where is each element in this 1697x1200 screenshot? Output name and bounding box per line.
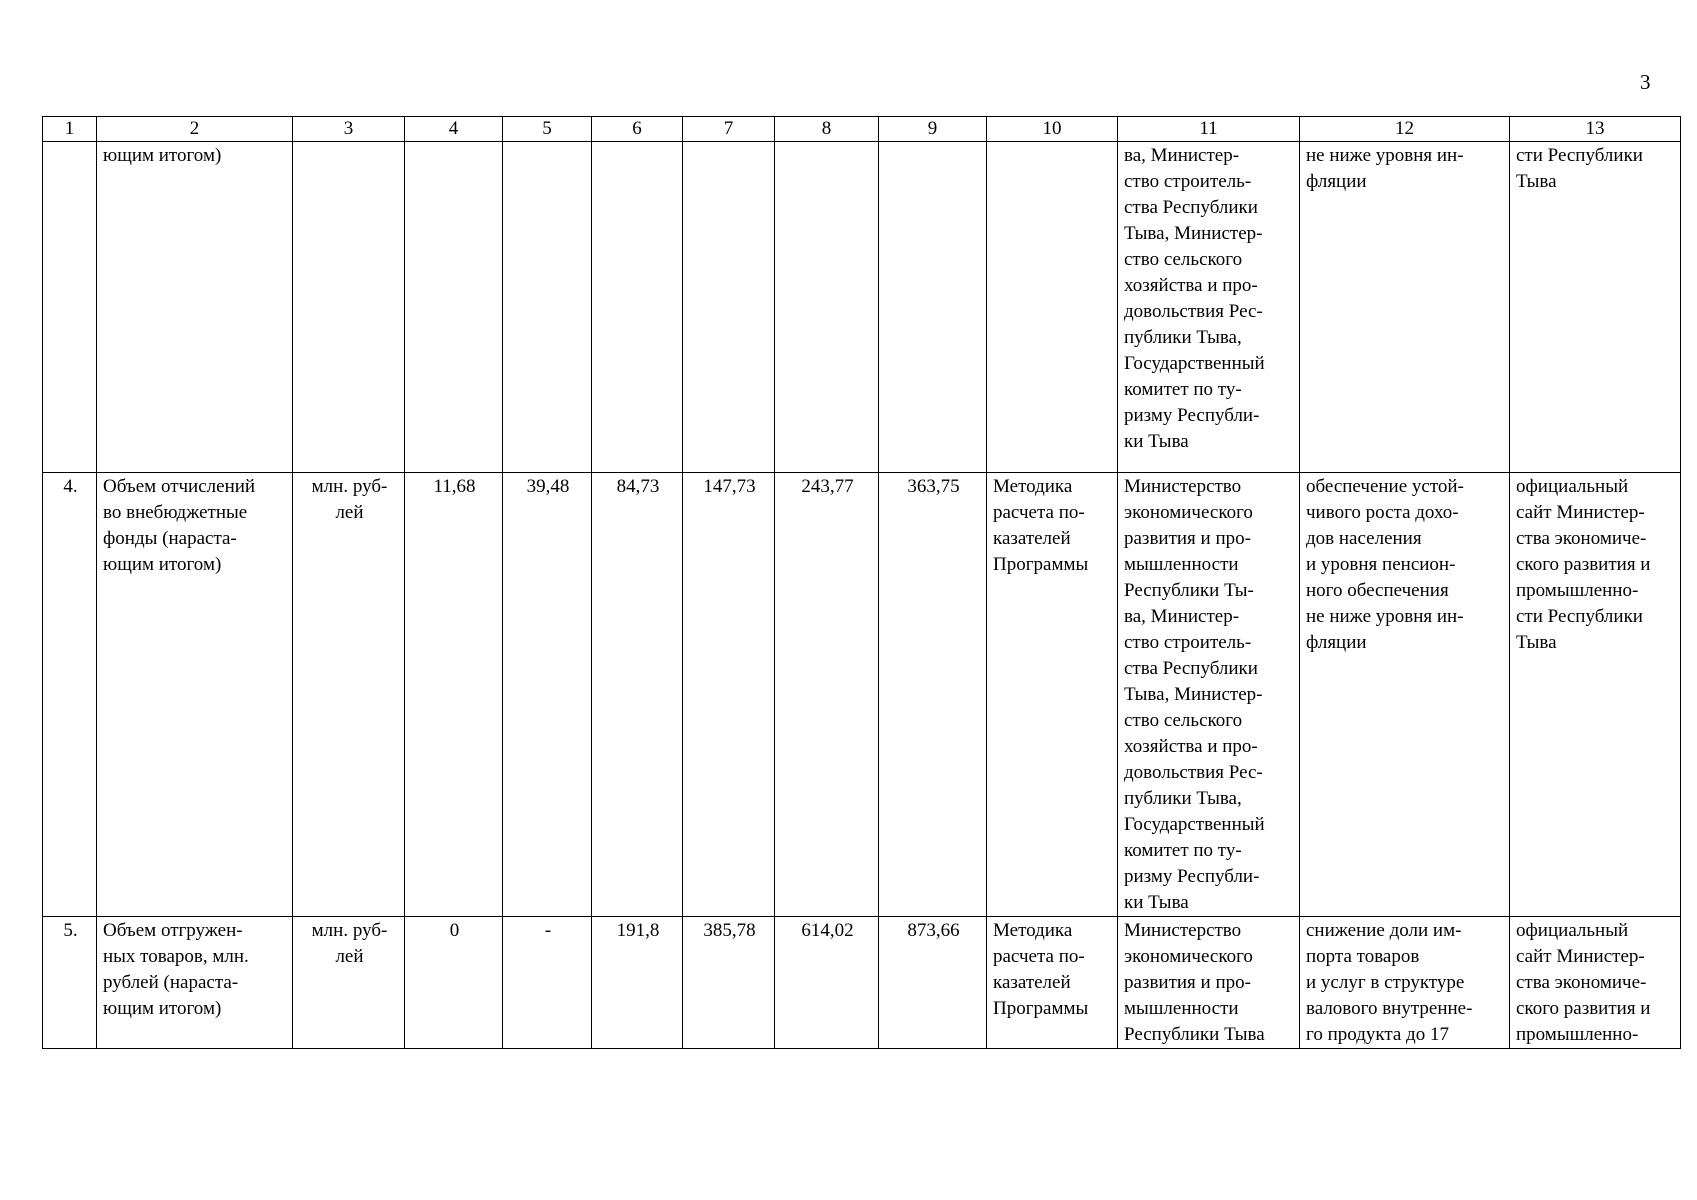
cell-text-line: рублей (нараста- [103,972,239,993]
page-number: 3 [1640,70,1651,94]
cell-text-line: снижение доли им- [1306,920,1462,941]
cell-text-line: ющим итогом) [103,554,222,575]
value-cell: 84,73 [592,473,683,917]
cell-text-line: ства экономиче- [1516,528,1647,549]
cell-text-line: Тыва, Министер- [1124,684,1263,705]
cell-text-line: ского развития и [1516,998,1651,1019]
header-cell: 2 [97,117,293,142]
cell-text-line: и уровня пенсион- [1306,554,1456,575]
cell-text-line: ство строитель- [1124,632,1252,653]
cell-text-line: публики Тыва, [1124,327,1242,348]
cell-text-line: Тыва [1516,632,1557,653]
cell-text-line: мышленности [1124,554,1239,575]
indicator-name-cell [97,917,293,1049]
expected-result-cell [1300,473,1510,917]
cell-text-line: хозяйства и про- [1124,275,1258,296]
header-cell: 11 [1118,117,1300,142]
header-cell: 6 [592,117,683,142]
cell-text-line: не ниже уровня ин- [1306,145,1464,166]
cell-text-line: комитет по ту- [1124,840,1242,861]
cell-text-line: комитет по ту- [1124,379,1242,400]
cell-text-line: казателей [993,972,1071,993]
cell-text-line: расчета по- [993,946,1085,967]
header-cell: 13 [1510,117,1681,142]
cell-text-line: ющим итогом) [103,998,222,1019]
value-cell: 873,66 [879,917,987,1049]
value-cell [775,142,879,473]
indicator-name-cell [97,473,293,917]
cell-text-line: ства Республики [1124,197,1258,218]
cell-text-line: Республики Тыва [1124,1024,1265,1045]
cell-text-line: ва, Министер- [1124,606,1240,627]
cell-text-line: мышленности [1124,998,1239,1019]
cell-text-line: ки Тыва [1124,892,1189,913]
unit-cell [293,917,405,1049]
header-cell: 3 [293,117,405,142]
row-number-cell: 5. [43,917,97,1049]
indicator-name-cell [97,142,293,473]
cell-text-line: расчета по- [993,502,1085,523]
cell-text-line: дов населения [1306,528,1422,549]
responsible-cell [1118,917,1300,1049]
value-cell: 0 [405,917,503,1049]
expected-result-cell [1300,917,1510,1049]
cell-text-line: ства экономиче- [1516,972,1647,993]
cell-text-line: не ниже уровня ин- [1306,606,1464,627]
responsible-cell [1118,473,1300,917]
cell-text-line: Тыва [1516,171,1557,192]
method-cell [987,142,1118,473]
header-cell: 1 [43,117,97,142]
value-cell: 614,02 [775,917,879,1049]
source-cell [1510,473,1681,917]
responsible-cell [1118,142,1300,473]
cell-text-line: Программы [993,554,1089,575]
cell-text-line: ризму Республи- [1124,866,1260,887]
cell-text-line: развития и про- [1124,972,1251,993]
value-cell: - [503,917,592,1049]
cell-text-line: промышленно- [1516,1024,1639,1045]
value-cell [683,142,775,473]
cell-text-line: ризму Республи- [1124,405,1260,426]
value-cell: 191,8 [592,917,683,1049]
cell-text-line: го продукта до 17 [1306,1024,1449,1045]
method-cell [987,917,1118,1049]
cell-text-line: сти Республики [1516,145,1643,166]
cell-text-line: млн. руб- [311,476,388,497]
cell-text-line: лей [335,946,364,967]
cell-text-line: Объем отчислений [103,476,256,497]
header-cell: 7 [683,117,775,142]
cell-text-line: сайт Министер- [1516,502,1645,523]
value-cell [503,142,592,473]
value-cell [405,142,503,473]
cell-text-line: официальный [1516,476,1629,497]
source-cell [1510,917,1681,1049]
value-cell [879,142,987,473]
cell-text-line: Государственный [1124,353,1265,374]
cell-text-line: казателей [993,528,1071,549]
header-cell: 8 [775,117,879,142]
table-row [43,473,1681,917]
cell-text-line: Республики Ты- [1124,580,1254,601]
value-cell: 147,73 [683,473,775,917]
cell-text-line: Министерство [1124,476,1242,497]
cell-text-line: Тыва, Министер- [1124,223,1263,244]
table-row [43,142,1681,473]
cell-text-line: Объем отгружен- [103,920,243,941]
cell-text-line: ва, Министер- [1124,145,1240,166]
cell-text-line: сайт Министер- [1516,946,1645,967]
header-cell: 9 [879,117,987,142]
row-number-cell [43,142,97,473]
cell-text-line: ки Тыва [1124,431,1189,452]
indicators-table [42,116,1681,1049]
cell-text-line: чивого роста дохо- [1306,502,1459,523]
header-cell: 4 [405,117,503,142]
cell-text-line: ющим итогом) [103,145,222,166]
source-cell [1510,142,1681,473]
cell-text-line: Методика [993,920,1073,941]
cell-text-line: млн. руб- [311,920,388,941]
cell-text-line: публики Тыва, [1124,788,1242,809]
unit-cell [293,473,405,917]
cell-text-line: официальный [1516,920,1629,941]
cell-text-line: экономического [1124,946,1253,967]
cell-text-line: сти Республики [1516,606,1643,627]
cell-text-line: ных товаров, млн. [103,946,249,967]
value-cell: 363,75 [879,473,987,917]
header-cell: 10 [987,117,1118,142]
row-number-cell: 4. [43,473,97,917]
cell-text-line: Государственный [1124,814,1265,835]
table-row [43,917,1681,1049]
cell-text-line: лей [335,502,364,523]
cell-text-line: ского развития и [1516,554,1651,575]
cell-text-line: и услуг в структуре [1306,972,1465,993]
cell-text-line: фляции [1306,171,1367,192]
cell-text-line: ства Республики [1124,658,1258,679]
cell-text-line: Методика [993,476,1073,497]
cell-text-line: Программы [993,998,1089,1019]
cell-text-line: Министерство [1124,920,1242,941]
cell-text-line: фляции [1306,632,1367,653]
header-cell: 5 [503,117,592,142]
cell-text-line: промышленно- [1516,580,1639,601]
value-cell [592,142,683,473]
cell-text-line: ство сельского [1124,710,1243,731]
cell-text-line: во внебюджетные [103,502,248,523]
value-cell: 243,77 [775,473,879,917]
cell-text-line: хозяйства и про- [1124,736,1258,757]
cell-text-line: довольствия Рес- [1124,301,1263,322]
cell-text-line: экономического [1124,502,1253,523]
cell-text-line: фонды (нараста- [103,528,237,549]
cell-text-line: ного обеспечения [1306,580,1449,601]
cell-text-line: ство строитель- [1124,171,1252,192]
cell-text-line: довольствия Рес- [1124,762,1263,783]
cell-text-line: валового внутренне- [1306,998,1473,1019]
value-cell: 11,68 [405,473,503,917]
header-row [43,117,1681,142]
cell-text-line: порта товаров [1306,946,1420,967]
cell-text-line: развития и про- [1124,528,1251,549]
header-cell: 12 [1300,117,1510,142]
cell-text-line: ство сельского [1124,249,1243,270]
value-cell: 385,78 [683,917,775,1049]
expected-result-cell [1300,142,1510,473]
unit-cell [293,142,405,473]
cell-text-line: обеспечение устой- [1306,476,1464,497]
method-cell [987,473,1118,917]
value-cell: 39,48 [503,473,592,917]
